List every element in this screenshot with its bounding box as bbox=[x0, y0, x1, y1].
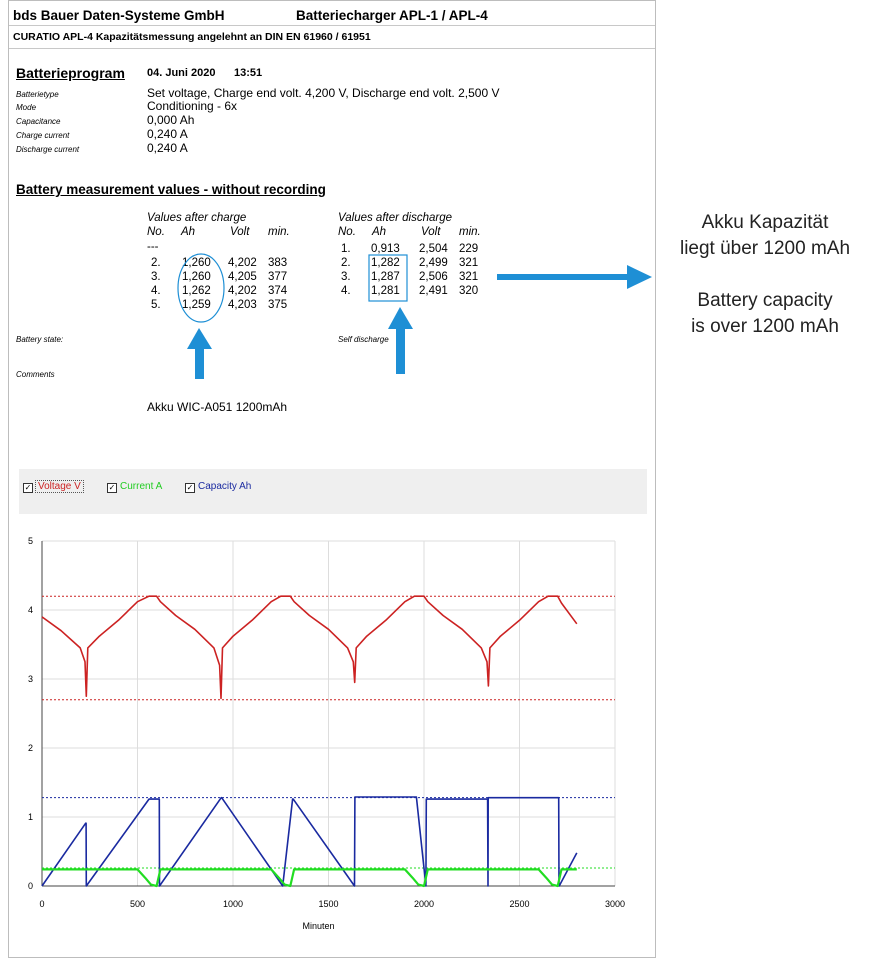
charge-col-no: No. bbox=[147, 226, 165, 238]
charge-row-min: 377 bbox=[268, 271, 288, 283]
arrow-up-icon bbox=[187, 328, 212, 379]
discharge-col-ah: Ah bbox=[372, 226, 387, 238]
discharge-row-volt: 2,504 bbox=[419, 243, 448, 255]
callout-en-line1: Battery capacity bbox=[697, 290, 833, 311]
charge-table-title: Values after charge bbox=[147, 212, 247, 224]
voltage-legend-label[interactable]: Voltage V bbox=[35, 480, 84, 493]
series-line-voltage bbox=[42, 596, 577, 698]
y-tick-label: 2 bbox=[27, 743, 33, 753]
voltage-checkbox[interactable]: ✓ bbox=[24, 483, 32, 492]
discharge-row-min: 321 bbox=[459, 257, 479, 269]
charge-row-volt: 4,202 bbox=[228, 257, 257, 269]
battery-chart bbox=[9, 526, 657, 946]
battery-comment: Akku WIC-A051 1200mAh bbox=[147, 400, 288, 414]
charge-ah-highlight-ellipse bbox=[178, 254, 224, 322]
charge-row-no: 2. bbox=[151, 257, 161, 269]
discharge-row-ah: 1,287 bbox=[371, 271, 400, 283]
program-date: 04. Juni 2020 bbox=[147, 67, 216, 79]
report-page bbox=[8, 0, 656, 958]
discharge-row-volt: 2,506 bbox=[419, 271, 448, 283]
discharge-row-no: 1. bbox=[341, 243, 351, 255]
discharge-row-min: 321 bbox=[459, 271, 479, 283]
field-label: Charge current bbox=[16, 131, 70, 140]
callout-de bbox=[660, 210, 870, 262]
charge-row-ah: 1,260 bbox=[182, 257, 211, 269]
discharge-row-ah: 0,913 bbox=[371, 243, 400, 255]
charge-row-min: 383 bbox=[268, 257, 288, 269]
annotation-overlay bbox=[9, 1, 657, 421]
charge-row-no: 3. bbox=[151, 271, 161, 283]
x-tick-label: 2000 bbox=[413, 899, 435, 909]
discharge-table-title: Values after discharge bbox=[338, 212, 453, 224]
y-tick-label: 1 bbox=[27, 812, 33, 822]
comments-label: Comments bbox=[16, 370, 55, 379]
report-subtitle: CURATIO APL-4 Kapazitätsmessung angelehnt an DIN EN 61960 / 61951 bbox=[13, 31, 371, 43]
charge-col-min: min. bbox=[268, 226, 290, 238]
x-tick-label: 0 bbox=[39, 899, 45, 909]
callout-de-line2: liegt über 1200 mAh bbox=[679, 238, 851, 259]
discharge-row-min: 229 bbox=[459, 243, 479, 255]
y-tick-label: 4 bbox=[27, 605, 33, 615]
chart-legend bbox=[19, 469, 647, 514]
charge-row-no: 4. bbox=[151, 285, 161, 297]
discharge-row-min: 320 bbox=[459, 285, 479, 297]
self-discharge-label: Self discharge bbox=[338, 335, 389, 344]
field-value: 0,240 A bbox=[147, 127, 188, 141]
discharge-ah-highlight-box bbox=[369, 255, 407, 301]
charge-col-volt: Volt bbox=[230, 226, 250, 238]
field-label: Mode bbox=[16, 103, 37, 112]
battery-state-label: Battery state: bbox=[16, 335, 64, 344]
arrow-up-icon bbox=[388, 307, 413, 374]
charge-row-min: 375 bbox=[268, 299, 288, 311]
callout-en-line2: is over 1200 mAh bbox=[691, 316, 839, 337]
capacity-checkbox[interactable]: ✓ bbox=[186, 483, 194, 492]
callout-en bbox=[660, 288, 870, 340]
measurement-heading: Battery measurement values - without recording bbox=[16, 182, 326, 197]
x-tick-label: 2500 bbox=[509, 899, 530, 909]
company-name: bds Bauer Daten-Systeme GmbH bbox=[13, 8, 225, 23]
field-label: Capacitance bbox=[16, 117, 61, 126]
discharge-row-no: 4. bbox=[341, 285, 351, 297]
discharge-row-volt: 2,491 bbox=[419, 285, 448, 297]
charge-row-min: 374 bbox=[268, 285, 288, 297]
x-axis-label: Minuten bbox=[302, 921, 335, 931]
current-legend-label[interactable]: Current A bbox=[120, 481, 163, 492]
discharge-row-no: 2. bbox=[341, 257, 351, 269]
field-label: Batterietype bbox=[16, 90, 59, 99]
y-tick-label: 0 bbox=[27, 881, 33, 891]
y-tick-label: 5 bbox=[27, 536, 33, 546]
charge-row-no: 5. bbox=[151, 299, 161, 311]
discharge-col-no: No. bbox=[338, 226, 356, 238]
discharge-col-min: min. bbox=[459, 226, 481, 238]
current-checkbox[interactable]: ✓ bbox=[108, 483, 116, 492]
product-name: Batteriecharger APL-1 / APL-4 bbox=[296, 8, 488, 23]
charge-row-ah: 1,259 bbox=[182, 299, 211, 311]
callout-de-line1: Akku Kapazität bbox=[701, 212, 829, 233]
x-tick-label: 3000 bbox=[604, 899, 626, 909]
charge-row-ah: 1,260 bbox=[182, 271, 211, 283]
series-line-capacity bbox=[42, 797, 577, 886]
field-value: Set voltage, Charge end volt. 4,200 V, Discharge end volt. 2,500 V bbox=[147, 86, 500, 100]
arrow-right-icon bbox=[497, 265, 652, 289]
discharge-row-ah: 1,282 bbox=[371, 257, 400, 269]
discharge-row-ah: 1,281 bbox=[371, 285, 400, 297]
discharge-row-no: 3. bbox=[341, 271, 351, 283]
program-heading: Batterieprogram bbox=[16, 65, 125, 81]
x-tick-label: 1000 bbox=[222, 899, 244, 909]
charge-row-volt: 4,205 bbox=[228, 271, 257, 283]
charge-first-row: --- bbox=[147, 241, 159, 253]
program-time: 13:51 bbox=[234, 67, 263, 79]
field-label: Discharge current bbox=[16, 145, 80, 154]
x-tick-label: 1500 bbox=[318, 899, 339, 909]
field-value: Conditioning - 6x bbox=[147, 99, 238, 113]
field-value: 0,000 Ah bbox=[147, 113, 195, 127]
charge-row-volt: 4,202 bbox=[228, 285, 257, 297]
charge-row-ah: 1,262 bbox=[182, 285, 211, 297]
capacity-legend-label[interactable]: Capacity Ah bbox=[198, 481, 252, 492]
charge-col-ah: Ah bbox=[181, 226, 196, 238]
charge-row-volt: 4,203 bbox=[228, 299, 257, 311]
series-line-current bbox=[42, 869, 577, 886]
field-value: 0,240 A bbox=[147, 141, 188, 155]
y-tick-label: 3 bbox=[27, 674, 33, 684]
discharge-row-volt: 2,499 bbox=[419, 257, 448, 269]
x-tick-label: 500 bbox=[129, 899, 146, 909]
discharge-col-volt: Volt bbox=[421, 226, 441, 238]
